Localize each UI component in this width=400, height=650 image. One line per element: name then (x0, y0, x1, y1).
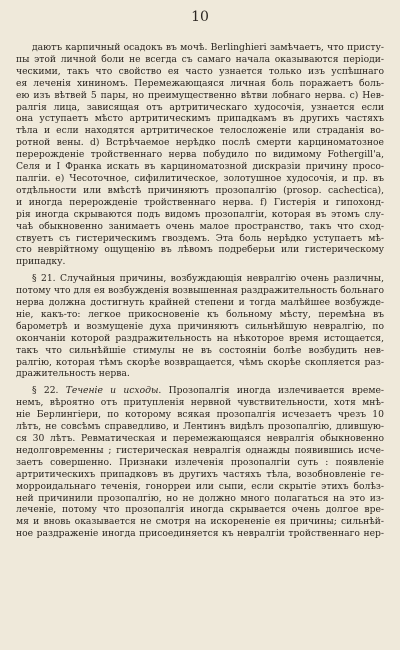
text-line: пы этой личной боли не всегда съ самаго начала оказываются періоди- (16, 53, 384, 65)
text-line: даютъ карпичный осадокъ въ мочѣ. Berlinghieri замѣчаетъ, что присту- (32, 42, 384, 53)
text-line: ней причинили прозопалгію, но не должно много полагаться на это из- (16, 492, 384, 504)
text-line: ніе, какъ-то: легкое прикосновеніе къ больному мѣсту, перемѣна въ (16, 308, 384, 320)
text-line: нерва должна достигнуть крайней степени и тогда малѣйшее возбужде- (16, 297, 384, 309)
text-line: палгіи. e) Чесоточное, сифилитическое, золотушное худосочія, и пр. въ (16, 172, 384, 184)
section-number: § 22. (32, 385, 66, 397)
text-line: отдѣльности или вмѣстѣ причиняютъ прозопалгію (prosop. cachectica), (16, 184, 384, 196)
text-line: она уступаетъ мѣсто артритическимъ припадкамъ въ другихъ частяхъ (16, 113, 384, 125)
paragraph (16, 42, 384, 268)
text-line: ею изъ вѣтвей 5 пары, но преимущественно вѣтви лобнаго нерва. c) Нев- (16, 89, 384, 101)
text-line: мя и вновь оказывается не смотря на искорененіе ея причины; сильнѣй- (16, 516, 384, 528)
text-line: артритическихъ припадковъ въ другихъ частяхъ тѣла, возобновленіе ге- (16, 468, 384, 480)
text-line: недолговременны ; гистерическая невралгія однажды появившись исче- (16, 444, 384, 456)
text-line: сто неврійтному ощущенію въ лѣвомъ подреберьи или гистерическому (16, 244, 384, 256)
text-line: ралгію, которая тѣмъ скорѣе возвращается, чѣмъ скорѣе скопляется раз- (16, 356, 384, 368)
paragraph (16, 273, 384, 380)
text-line: барометрѣ и возмущеніе духа причиняютъ сильнѣйшую невралгію, по (16, 320, 384, 332)
paragraph (16, 385, 384, 540)
text-line: морроидальнаго теченія, гонорреи или сыпи, если скрытіе этихъ болѣз- (16, 480, 384, 492)
text-line: Селя и I Франка искать въ карциноматозной дискразіи причину просо- (16, 161, 384, 173)
text-line: ея леченія хининомъ. Перемежающаяся личная боль поражаетъ боль- (16, 77, 384, 89)
text-line: потому что для ея возбужденія возвышенная раздражительность больнаго (16, 285, 384, 297)
text-line: перерожденіе тройственнаго нерва побудило по видимому Fothergill'a, (16, 149, 384, 161)
text-line: чаѣ обыкновенно занимаетъ очень малое пространство, такъ что сход- (16, 220, 384, 232)
text-line: ротной вены. d) Встрѣчаемое нерѣдко послѣ смерти карциноматозное (16, 137, 384, 149)
text-line: и иногда перерожденіе тройственнаго нерва. f) Гистерія и гипохонд- (16, 196, 384, 208)
text-line: ческими, такъ что свойство ея часто узнается только изъ успѣшнаго (16, 65, 384, 77)
page-number: 10 (191, 9, 209, 25)
text-line: ніе Берлингіери, по которому всякая прозопалгія исчезаетъ чрезъ 10 (16, 409, 384, 421)
text-line: припадку. (16, 256, 66, 268)
text-line: дражительность нерва. (16, 368, 130, 380)
text-line: немъ, вѣроятно отъ притупленія нервной чувствительности, хотя мнѣ- (16, 397, 384, 409)
text-line: такъ что сильнѣйшіе стимулы не въ состояніи болѣе возбудить нев- (16, 344, 384, 356)
text-line: ное раздраженіе иногда присоединяется къ невралгіи тройственнаго нер- (16, 528, 384, 540)
text-line: ся 30 лѣтъ. Ревматическая и перемежающаяся невралгія обыкновенно (16, 433, 384, 444)
text-line: ралгія лица, зависящая отъ артритическаго худосочія, узнается если (16, 101, 384, 113)
text-line: леченіе, потому что прозопалгія иногда скрывается очень долгое вре- (16, 504, 384, 516)
text-line: рія иногда скрываются подъ видомъ прозопалгіи, которая въ этомъ слу- (16, 208, 384, 220)
text-line (16, 385, 384, 397)
text-line: лѣтъ, не совсѣмъ справедливо, и Лентинъ видѣлъ прозопалгію, длившую- (16, 421, 384, 433)
section-title: Теченіе и исходы. (65, 385, 162, 397)
text-line: окончаніи которой раздражительность на нѣкоторое время истощается, (16, 332, 384, 344)
text-line: ствуетъ съ гистерическимъ гвоздемъ. Эта боль нерѣдко уступаетъ мѣ- (16, 232, 384, 244)
text-line: § 21. Случайныя причины, возбуждающія невралгію очень различны, (32, 273, 384, 285)
text-line: заетъ совершенно. Признаки излеченія прозопалгіи суть : появленіе (16, 456, 384, 468)
line-text: Прозопалгія иногда излечивается време- (161, 385, 384, 397)
text-line: тѣла и если находятся артритическое телосложеніе или страданія во- (16, 125, 384, 137)
page-body (16, 42, 384, 540)
